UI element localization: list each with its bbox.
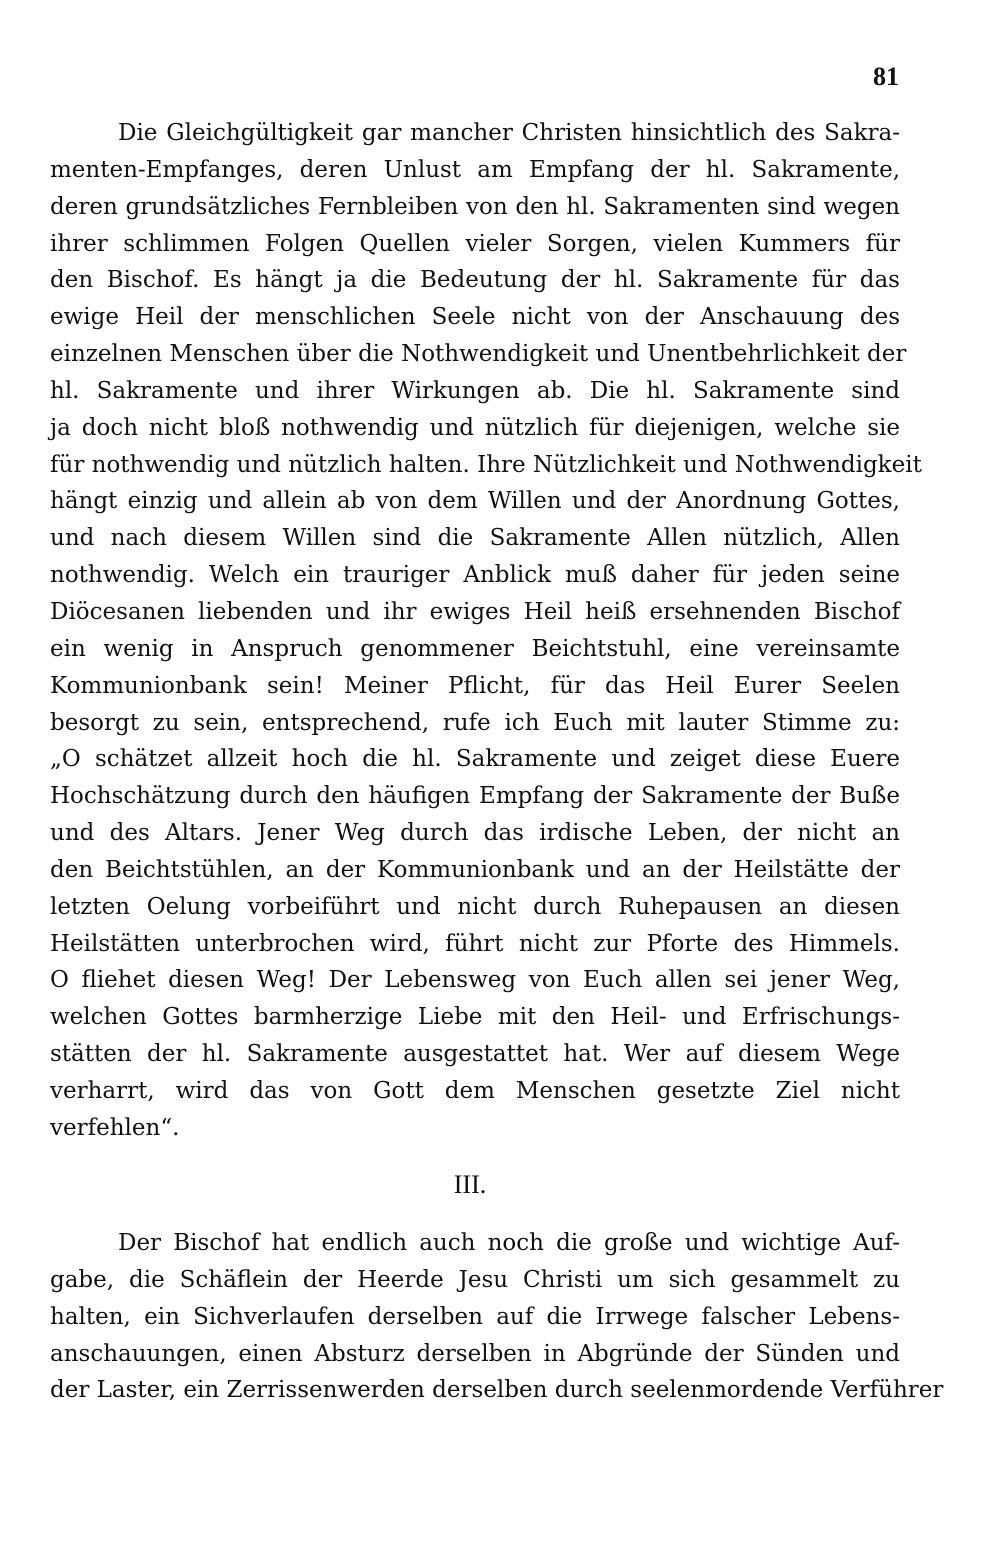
text-line: ihrer schlimmen Folgen Quellen vieler Sorgen, vielen Kummers für bbox=[50, 230, 900, 257]
text-line: menten-Empfanges, deren Unlust am Empfang der hl. Sakramente, bbox=[50, 156, 900, 183]
text-line: besorgt zu sein, entsprechend, rufe ich Euch mit lauter Stimme zu: bbox=[50, 709, 900, 736]
text-line: „O schätzet allzeit hoch die hl. Sakramente und zeiget diese Euere bbox=[50, 746, 900, 773]
text-line: Kommunionbank sein! Meiner Pflicht, für das Heil Eurer Seelen bbox=[50, 672, 900, 699]
text-line: verfehlen“. bbox=[50, 1114, 180, 1141]
text-line: gabe, die Schäflein der Heerde Jesu Christi um sich gesammelt zu bbox=[50, 1266, 900, 1293]
paragraph-2 bbox=[50, 1225, 944, 1409]
text-line: nothwendig. Welch ein trauriger Anblick muß daher für jeden seine bbox=[50, 562, 900, 589]
text-line: und des Altars. Jener Weg durch das irdische Leben, der nicht an bbox=[50, 820, 900, 847]
text-line: verharrt, wird das von Gott dem Menschen gesetzte Ziel nicht bbox=[50, 1077, 900, 1104]
text-line: ja doch nicht bloß nothwendig und nützlich für diejenigen, welche sie bbox=[50, 414, 900, 441]
text-line: den Beichtstühlen, an der Kommunionbank und an der Heilstätte der bbox=[50, 856, 900, 883]
text-line: Der Bischof hat endlich auch noch die große und wichtige Auf- bbox=[118, 1230, 900, 1256]
text-line: und nach diesem Willen sind die Sakramente Allen nützlich, Allen bbox=[50, 525, 900, 552]
text-line: Hochschätzung durch den häufigen Empfang der Sakramente der Buße bbox=[50, 783, 900, 810]
text-line: ewige Heil der menschlichen Seele nicht von der Anschauung des bbox=[50, 304, 900, 331]
text-line: den Bischof. Es hängt ja die Bedeutung der hl. Sakramente für das bbox=[50, 267, 900, 294]
text-line: hängt einzig und allein ab von dem Willen und der Anordnung Gottes, bbox=[50, 488, 900, 515]
text-line: Die Gleichgültigkeit gar mancher Christen hinsichtlich des Sakra- bbox=[118, 120, 900, 146]
text-line: ein wenig in Anspruch genommener Beichtstuhl, eine vereinsamte bbox=[50, 635, 900, 662]
text-line: Diöcesanen liebenden und ihr ewiges Heil heiß ersehnenden Bischof bbox=[50, 598, 900, 625]
page-number: 81 bbox=[873, 62, 899, 91]
text-line: O fliehet diesen Weg! Der Lebensweg von Euch allen sei jener Weg, bbox=[50, 967, 900, 994]
text-line: deren grundsätzliches Fernbleiben von den hl. Sakramenten sind wegen bbox=[50, 193, 900, 220]
text-line: stätten der hl. Sakramente ausgestattet hat. Wer auf diesem Wege bbox=[50, 1041, 900, 1068]
text-line: für nothwendig und nützlich halten. Ihre Nützlichkeit und Nothwendigkeit bbox=[50, 451, 922, 478]
paragraph-1 bbox=[50, 115, 922, 1147]
text-line: welchen Gottes barmherzige Liebe mit den Heil- und Erfrischungs- bbox=[50, 1004, 900, 1031]
text-line: hl. Sakramente und ihrer Wirkungen ab. Die hl. Sakramente sind bbox=[50, 377, 900, 404]
text-line: Heilstätten unterbrochen wird, führt nicht zur Pforte des Himmels. bbox=[50, 930, 900, 957]
text-line: einzelnen Menschen über die Nothwendigkeit und Unentbehrlichkeit der bbox=[50, 341, 907, 368]
section-heading: III. bbox=[453, 1170, 487, 1199]
text-line: der Laster, ein Zerrissenwerden derselben durch seelenmordende Verführer bbox=[50, 1377, 944, 1404]
text-line: letzten Oelung vorbeiführt und nicht durch Ruhepausen an diesen bbox=[50, 893, 900, 920]
text-line: halten, ein Sichverlaufen derselben auf die Irrwege falscher Lebens- bbox=[50, 1303, 900, 1330]
text-line: anschauungen, einen Absturz derselben in Abgründe der Sünden und bbox=[50, 1340, 900, 1367]
